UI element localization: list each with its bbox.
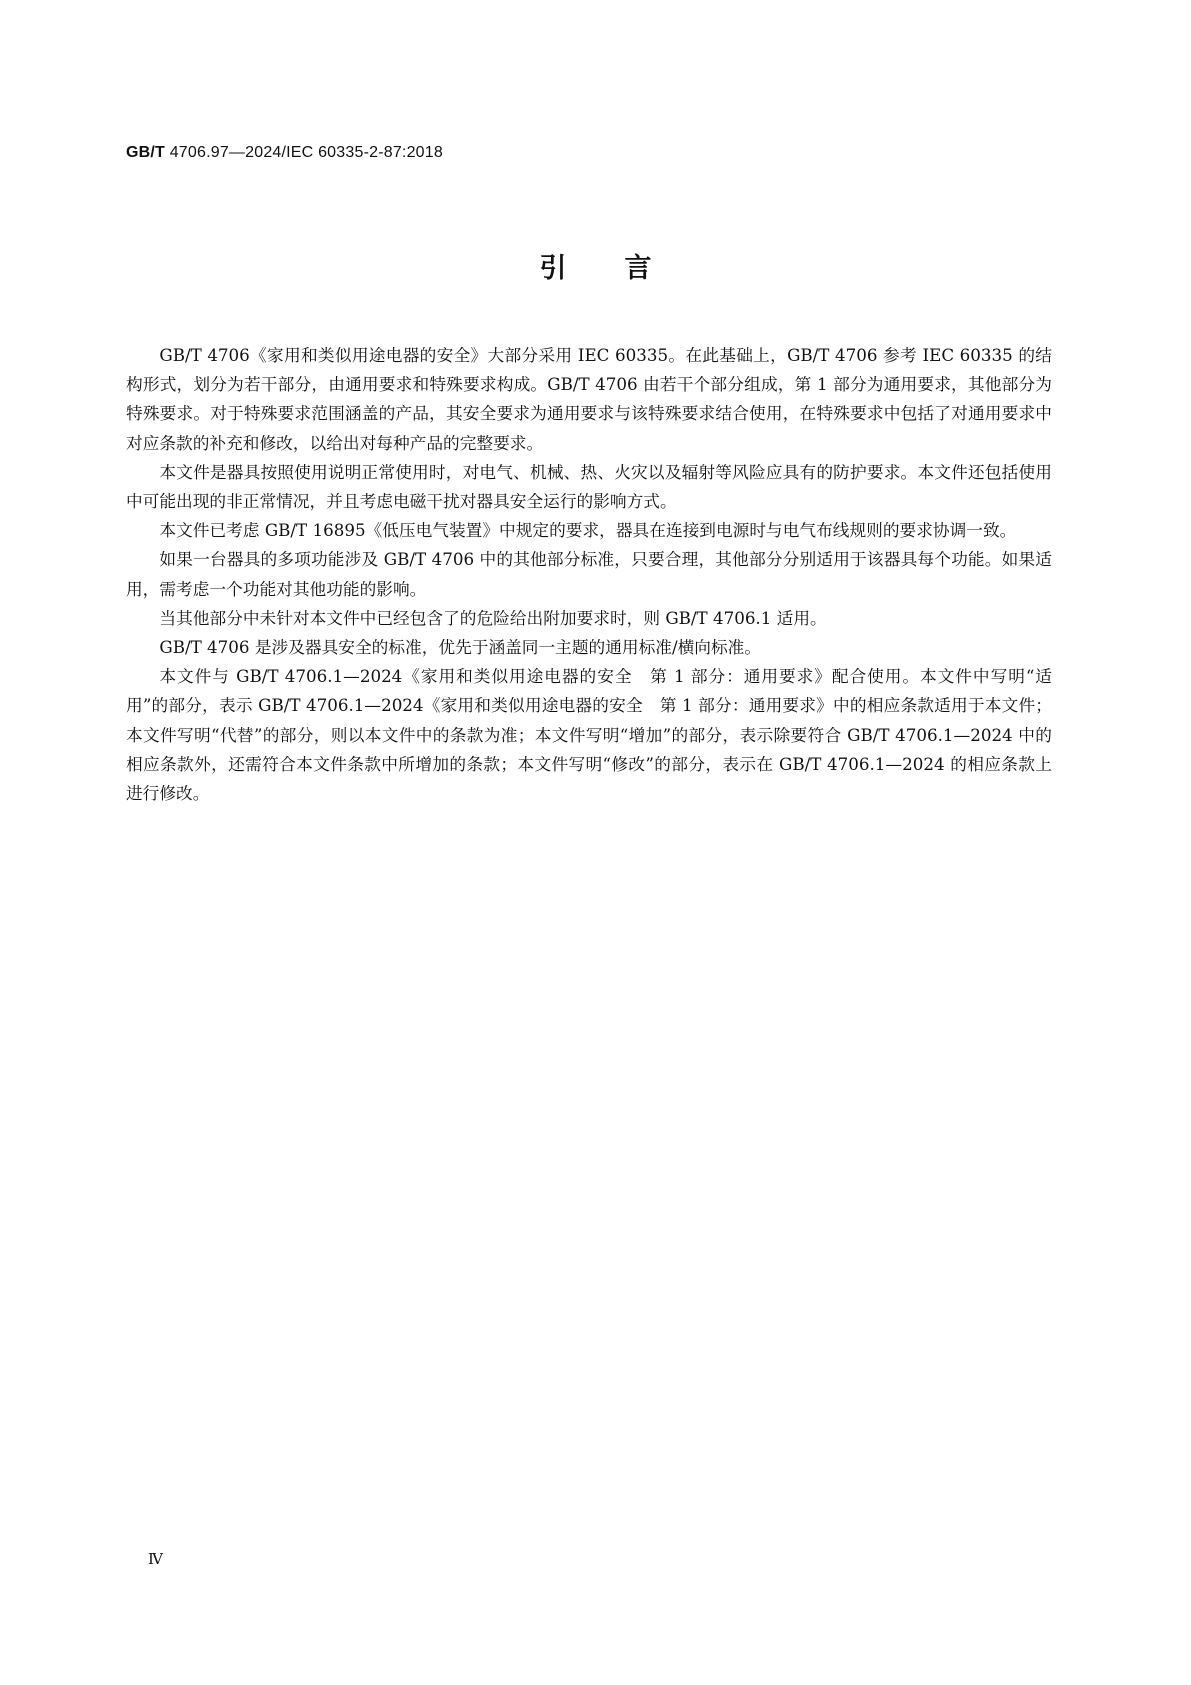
page-title: 引言 — [539, 253, 710, 284]
paragraph-7: 本文件与 GB/T 4706.1—2024《家用和类似用途电器的安全 第 1 部分：通用要求》配合使用。本文件中写明“适用”的部分，表示 GB/T 4706.1—2024《家用和类似用途电器的安全 第 1 部分：通用要求》中的相应条款适用于本文件；本文件写明“代替”的部分，则以本文件中的条款为准；本文件写明“增加”的部分，表示除要符合 GB/T 4706.1—2024 中的相应条款外，还需符合本文件条款中所增加的条款；本文件写明“修改”的部分，表示在 GB/T 4706.1—2024 的相应条款上进行修改。 — [126, 666, 1052, 804]
page-number: Ⅳ — [148, 1552, 163, 1568]
paragraph-3: 本文件已考虑 GB/T 16895《低压电气装置》中规定的要求，器具在连接到电源时与电气布线规则的要求协调一致。 — [159, 520, 1017, 541]
doc-id-number: 4706.97—2024/IEC 60335-2-87:2018 — [169, 144, 443, 161]
paragraph-2: 本文件是器具按照使用说明正常使用时，对电气、机械、热、火灾以及辐射等风险应具有的防护要求。本文件还包括使用中可能出现的非正常情况，并且考虑电磁干扰对器具安全运行的影响方式。 — [126, 461, 1052, 512]
paragraph-5: 当其他部分中未针对本文件中已经包含了的危险给出附加要求时，则 GB/T 4706.1 适用。 — [159, 607, 827, 628]
body-text — [126, 341, 1052, 808]
paragraph-1: GB/T 4706《家用和类似用途电器的安全》大部分采用 IEC 60335。在此基础上，GB/T 4706 参考 IEC 60335 的结构形式，划分为若干部分，由通用要求和特殊要求构成。GB/T 4706 由若干个部分组成，第 1 部分为通用要求，其他部分为特殊要求。对于特殊要求范围涵盖的产品，其安全要求为通用要求与该特殊要求结合使用，在特殊要求中包括了对通用要求中对应条款的补充和修改，以给出对每种产品的完整要求。 — [126, 345, 1052, 453]
paragraph-4: 如果一台器具的多项功能涉及 GB/T 4706 中的其他部分标准，只要合理，其他部分分别适用于该器具每个功能。如果适用，需考虑一个功能对其他功能的影响。 — [126, 549, 1052, 599]
doc-id-prefix: GB/T — [126, 144, 166, 161]
document-identifier — [126, 144, 443, 162]
paragraph-6: GB/T 4706 是涉及器具安全的标准，优先于涵盖同一主题的通用标准/横向标准。 — [159, 637, 762, 658]
